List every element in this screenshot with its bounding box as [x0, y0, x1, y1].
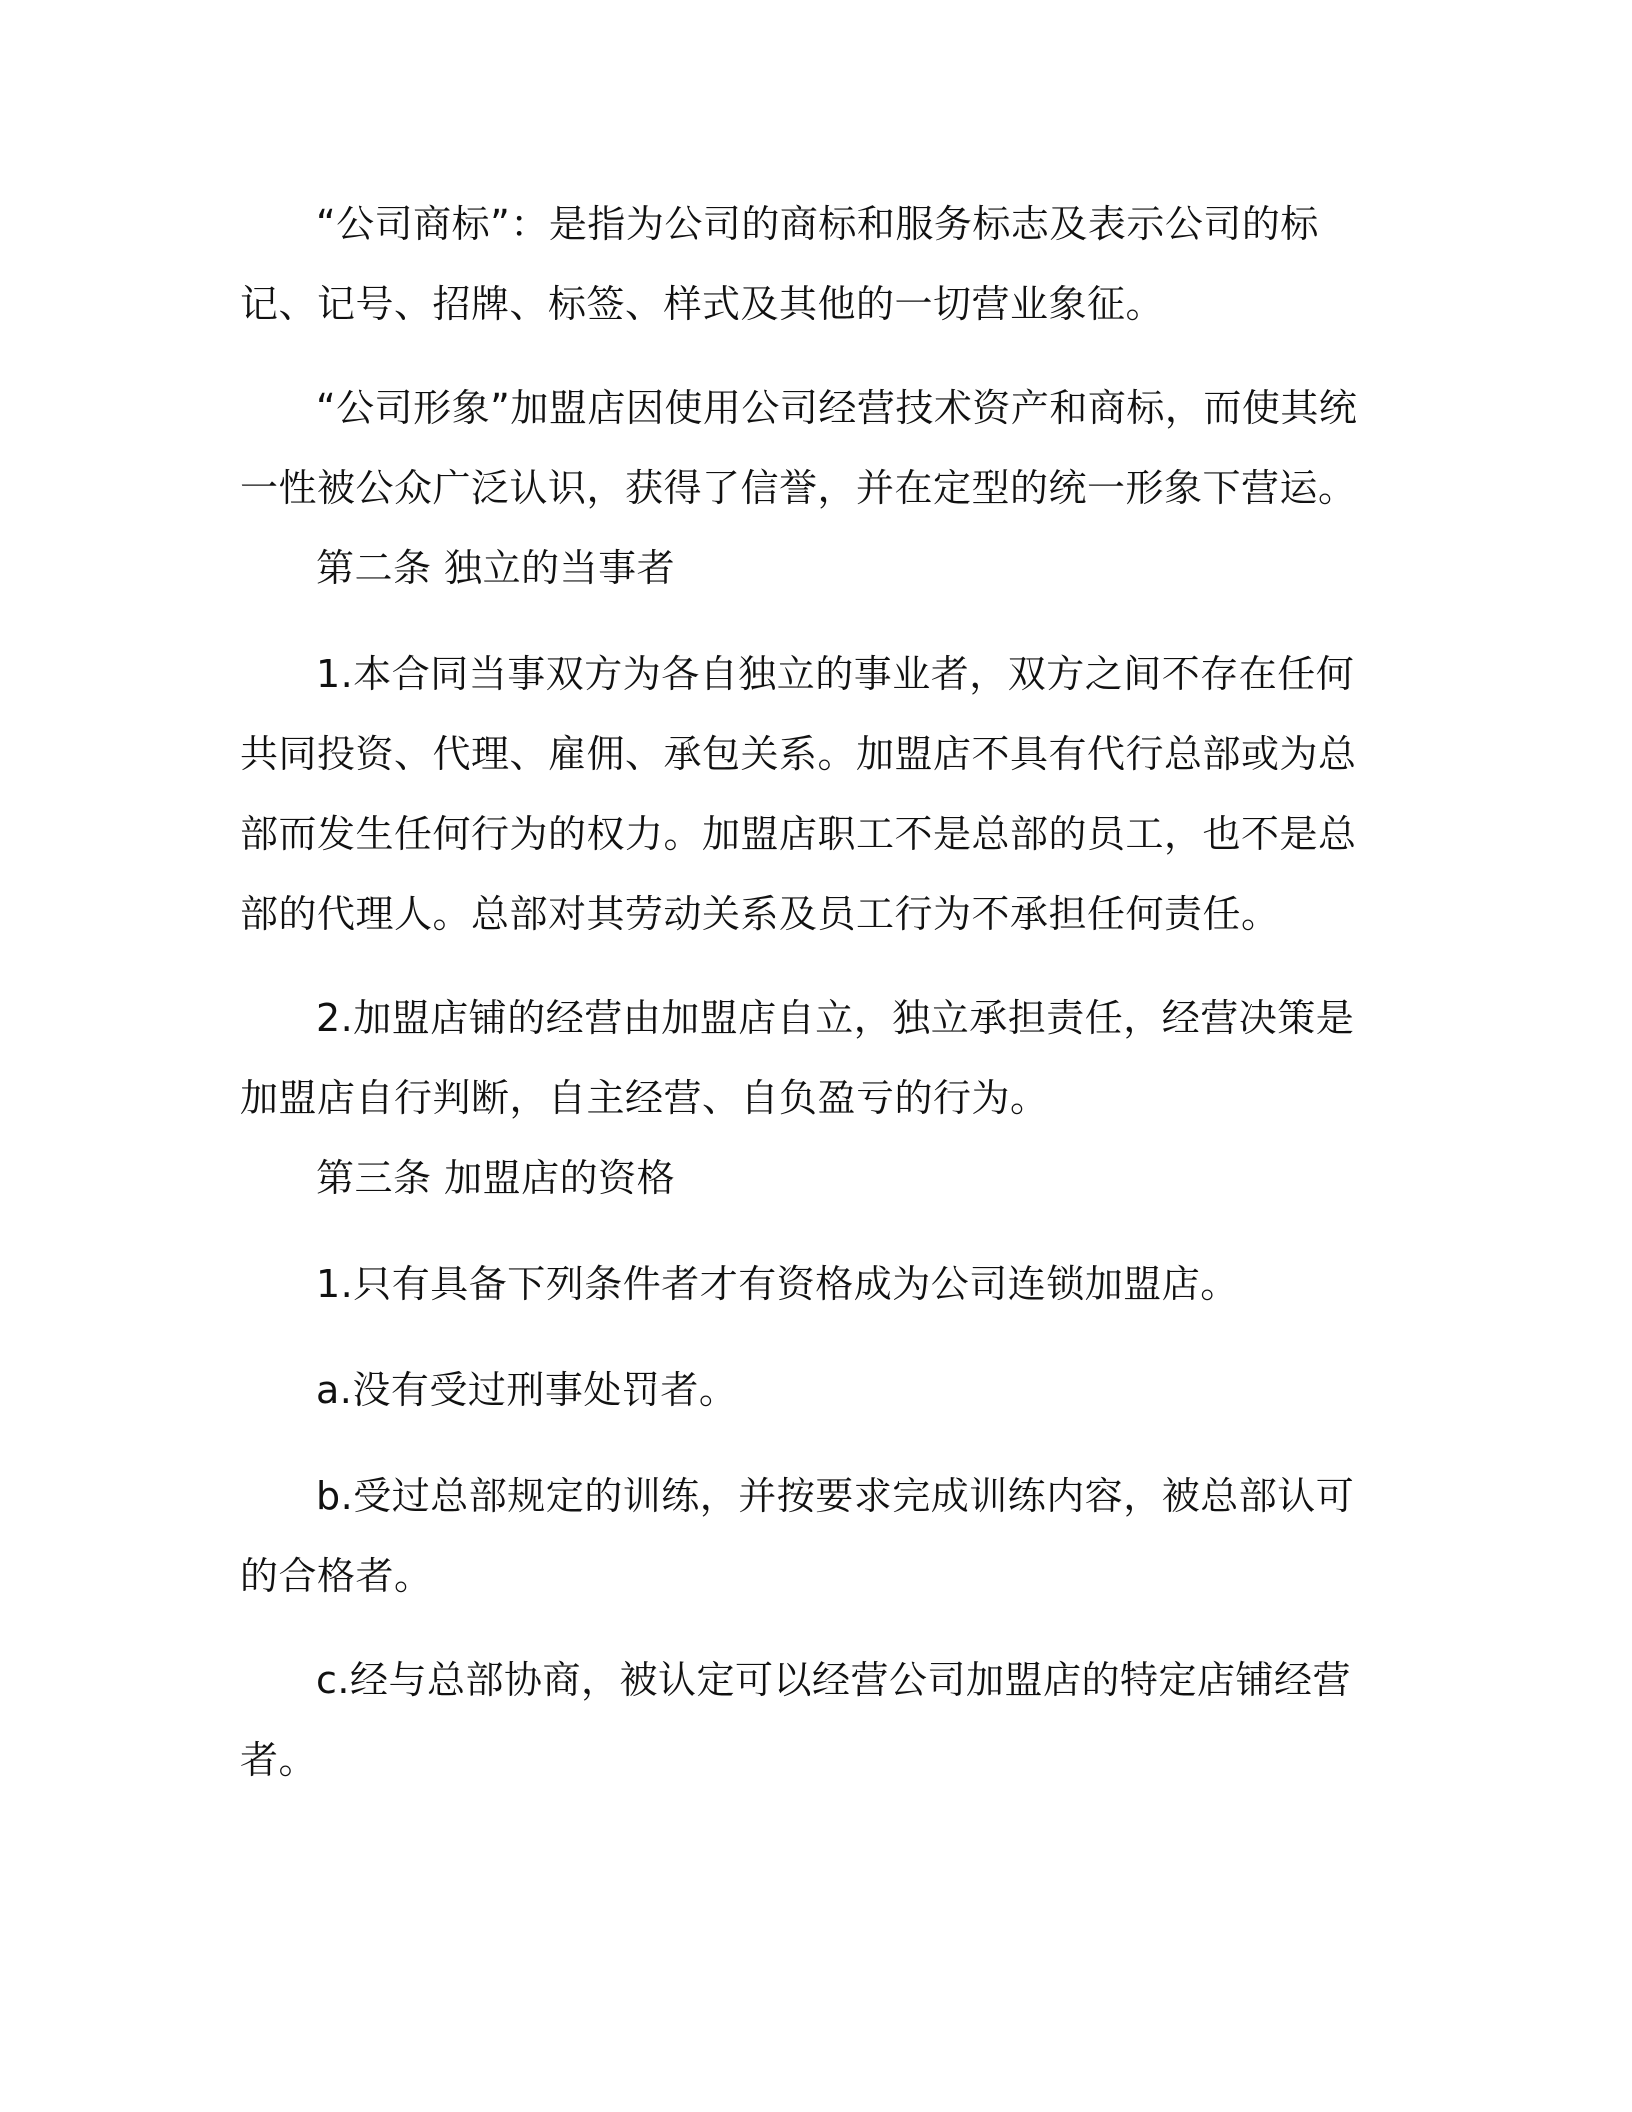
section-heading-article-3: 第三条 加盟店的资格: [316, 1156, 676, 1200]
paragraph-qualification-intro: 1.只有具备下列条件者才有资格成为公司连锁加盟店。: [316, 1262, 1239, 1306]
list-item-b: b.受过总部规定的训练，并按要求完成训练内容，被总部认可的合格者。: [240, 1474, 1355, 1598]
section-heading-article-2: 第二条 独立的当事者: [316, 546, 676, 590]
paragraph-independent-operation: 2.加盟店铺的经营由加盟店自立，独立承担责任，经营决策是加盟店自行判断，自主经营、自负盈亏的行为。: [240, 996, 1355, 1120]
list-item-c: c.经与总部协商，被认定可以经营公司加盟店的特定店铺经营者。: [240, 1658, 1351, 1782]
document-body: [240, 184, 1380, 1800]
paragraph-independent-parties: 1.本合同当事双方为各自独立的事业者，双方之间不存在任何共同投资、代理、雇佣、承包关系。加盟店不具有代行总部或为总部而发生任何行为的权力。加盟店职工不是总部的员工，也不是总部的代理人。总部对其劳动关系及员工行为不承担任何责任。: [240, 652, 1357, 936]
list-item-a: a.没有受过刑事处罚者。: [316, 1368, 738, 1412]
paragraph-company-image: “公司形象”加盟店因使用公司经营技术资产和商标，而使其统一性被公众广泛认识，获得了信誉，并在定型的统一形象下营运。: [240, 386, 1358, 510]
paragraph-company-trademark: “公司商标”：是指为公司的商标和服务标志及表示公司的标记、记号、招牌、标签、样式及其他的一切营业象征。: [240, 202, 1319, 326]
